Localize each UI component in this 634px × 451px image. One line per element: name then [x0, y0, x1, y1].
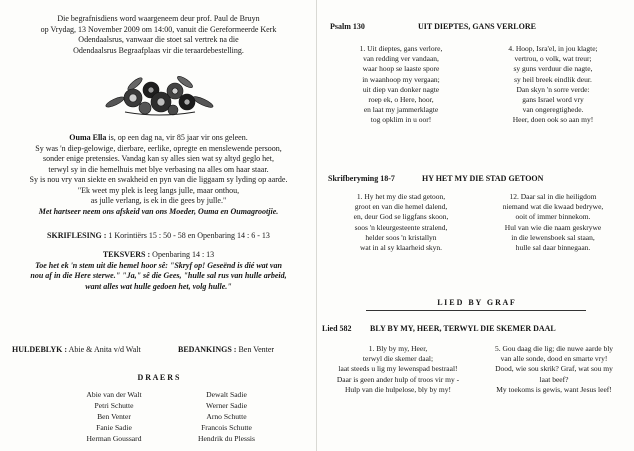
lied-ref: Lied 582	[322, 324, 352, 333]
pallbearer-list	[60, 389, 285, 444]
verse-line: sy guns verduur die nagte,	[513, 64, 593, 74]
verse-line: en, deur God se liggfans skoon,	[353, 212, 449, 222]
skriflesing-value: 1 Korintiërs 15 : 50 - 58 en Openbaring 14 : 6 - 13	[108, 231, 270, 240]
service-intro	[0, 14, 317, 56]
draers-title: D R A E R S	[137, 373, 180, 382]
verse-line: groot en van die hemel dalend,	[354, 202, 448, 212]
verse-line: vertrou, o volk, wat treur;	[514, 54, 592, 64]
verse-line: Dan skyn 'n sorre verde:	[516, 84, 590, 94]
verse-line: soos 'n kleurgesteente stralend,	[354, 222, 448, 232]
verse-line: hulle sal daar binnegaan.	[515, 243, 591, 253]
teksvers-label: TEKSVERS :	[102, 250, 151, 259]
teksvers	[0, 250, 317, 292]
lied-by-graf-heading: L I E D B Y G R A F	[437, 298, 515, 307]
teksvers-line: Toe het ek 'n stem uit die hemel hoor sê: "Skryf op! Geseënd is dié wat van	[35, 260, 282, 270]
tribute-first-rest: is, op een dag na, vir 85 jaar vir ons geleen.	[106, 133, 248, 142]
verse-line: van ongeregtighede.	[522, 105, 584, 115]
verse-line: niemand wat die kwaad bedrywe,	[502, 202, 604, 212]
bedankings	[178, 345, 274, 356]
verse-line: 4. Hoop, Isra'el, in jou klagte;	[508, 44, 598, 53]
verse-line: Hul van wie die naam geskrywe	[504, 222, 602, 232]
verse-line: 1. Bly by my, Heer,	[368, 344, 428, 353]
fold-divider	[316, 0, 317, 451]
verse-line: laat beef?	[539, 374, 569, 384]
verse-line: wat in al sy klaarheid skyn.	[359, 243, 443, 253]
verse-line: My toekoms is gewis, want Jesus leef!	[496, 384, 612, 394]
verse-line: in die lewensboek sal staan,	[511, 232, 595, 242]
verse-line: 1. Hy het my die stad getoon,	[356, 192, 446, 201]
psalm-ref: Psalm 130	[330, 22, 365, 31]
lied-title: BLY BY MY, HEER, TERWYL DIE SKEMER DAAL	[370, 324, 556, 333]
psalm-title: UIT DIEPTES, GANS VERLORE	[418, 22, 536, 31]
verse-line: ooit of immer binnekom.	[515, 212, 591, 222]
psalm-verse-1	[326, 44, 476, 126]
farewell-line: Met hartseer neem ons afskeid van ons Moeder, Ouma en Oumagrootjie.	[38, 206, 279, 216]
list-item: Herman Goussard	[86, 434, 142, 443]
tribute-line: terwyl sy in die hemelhuis met blye verbasing na alles om haar staar.	[48, 164, 269, 174]
verse-line: in waanhoop my vergaan;	[362, 74, 440, 84]
intro-line: op Vrydag, 13 November 2009 om 14:00, vanuit die Gereformeerde Kerk	[40, 24, 277, 34]
intro-line: Odendaalsrus Begraafplaas vir die teraardebestelling.	[73, 45, 244, 55]
deceased-name: Ouma Ella	[69, 133, 107, 142]
list-item: Arno Schutte	[206, 412, 247, 421]
list-item: Petri Schutte	[94, 401, 134, 410]
verse-line: sy heil breek eindlik deur.	[514, 74, 592, 84]
verse-line: en laat my jammerklagte	[363, 105, 439, 115]
list-item: Dewalt Sadie	[206, 390, 247, 399]
tribute-line: Sy is nou vry van siekte en swakheid en pyn van die liggaam sy lyding op aarde.	[29, 175, 288, 184]
teksvers-line: nou af in die Here sterwe." "Ja," sê die Gees, "hulle sal rus van hulle arbeid,	[30, 271, 287, 280]
list-item: Abie van der Walt	[86, 390, 142, 399]
verse-line: tog opklim in u oor!	[370, 115, 432, 125]
list-item: Werner Sadie	[206, 401, 247, 410]
skrif-ref: Skrifberyming 18-7	[328, 174, 395, 183]
right-panel	[318, 0, 634, 451]
skrif-verse-12	[478, 192, 628, 253]
list-item: Hendrik du Plessis	[198, 434, 255, 443]
teksvers-value: Openbaring 14 : 13	[152, 250, 215, 259]
lied-verse-1	[318, 344, 478, 395]
heading-underline	[366, 310, 586, 311]
tribute-first-line	[0, 133, 317, 144]
tribute-line: sonder enige pretensies. Vandag kan sy alles sien wat sy altyd geglo het,	[43, 154, 274, 163]
verse-line: gans Israel word vry	[522, 95, 584, 105]
verse-line: roep ek, o Here, hoor,	[368, 95, 434, 105]
tribute-line: Sy was 'n diep-gelowige, dierbare, eerlike, opregte en menslewende persoon,	[35, 143, 282, 153]
list-item: Fanie Sadie	[96, 423, 132, 432]
verse-line: waar hoop se laaste spore	[362, 64, 440, 74]
huldeblyk-value: Abie & Anita v/d Walt	[68, 345, 141, 354]
psalm-verse-4	[478, 44, 628, 126]
lied-verse-5	[476, 344, 632, 395]
huldeblyk-label: HULDEBLYK :	[12, 345, 68, 354]
skriflesing	[0, 231, 317, 242]
skriflesing-label: SKRIFLESING :	[47, 231, 107, 240]
verse-line: van redding ver vandaan,	[363, 54, 439, 64]
verse-line: Heer, doen ook so aan my!	[512, 115, 594, 125]
teksvers-line: want alles wat hulle gedoen het, volg hulle."	[85, 281, 232, 291]
verse-line: helder soos 'n kristallyn	[365, 232, 437, 242]
huldeblyk	[12, 345, 141, 356]
skrif-verse-1	[326, 192, 476, 253]
verse-line: Hulp van die hulpelose, bly by my!	[344, 384, 452, 394]
verse-line: van alle sonde, dood en smarte vry!	[500, 354, 608, 364]
bedankings-value: Ben Venter	[238, 345, 275, 354]
tribute-line: "Ek weet my plek is leeg langs julle, maar onthou,	[77, 185, 240, 195]
skrif-title: HY HET MY DIE STAD GETOON	[422, 174, 544, 183]
verse-line: terwyl die skemer daal;	[362, 354, 434, 364]
flower-decoration-icon	[95, 72, 225, 118]
bedankings-label: BEDANKINGS :	[178, 345, 237, 354]
verse-line: Dood, wie sou skrik? Graf, wat sou my	[495, 364, 613, 374]
verse-line: laat steeds u lig my lewenspad bestraal!	[338, 364, 458, 374]
verse-line: Daar is geen ander hulp of troos vir my -	[336, 374, 460, 384]
tribute-section	[0, 133, 317, 217]
verse-line: 5. Gou daag die lig; die nuwe aarde bly	[494, 344, 614, 353]
list-item: Ben Venter	[97, 412, 131, 421]
verse-line: uit diep van donker nagte	[362, 84, 440, 94]
tribute-line: as julle verlang, is ek in die gees by julle."	[90, 196, 227, 205]
intro-line: Die begrafnisdiens word waargeneem deur prof. Paul de Bruyn	[57, 14, 260, 23]
verse-line: 1. Uit dieptes, gans verlore,	[359, 44, 443, 53]
verse-line: 12. Daar sal in die heiligdom	[509, 192, 597, 201]
list-item: Francois Schutte	[201, 423, 252, 432]
intro-line: Odendaalsrus, vanwaar die stoet sal vertrek na die	[78, 35, 239, 44]
